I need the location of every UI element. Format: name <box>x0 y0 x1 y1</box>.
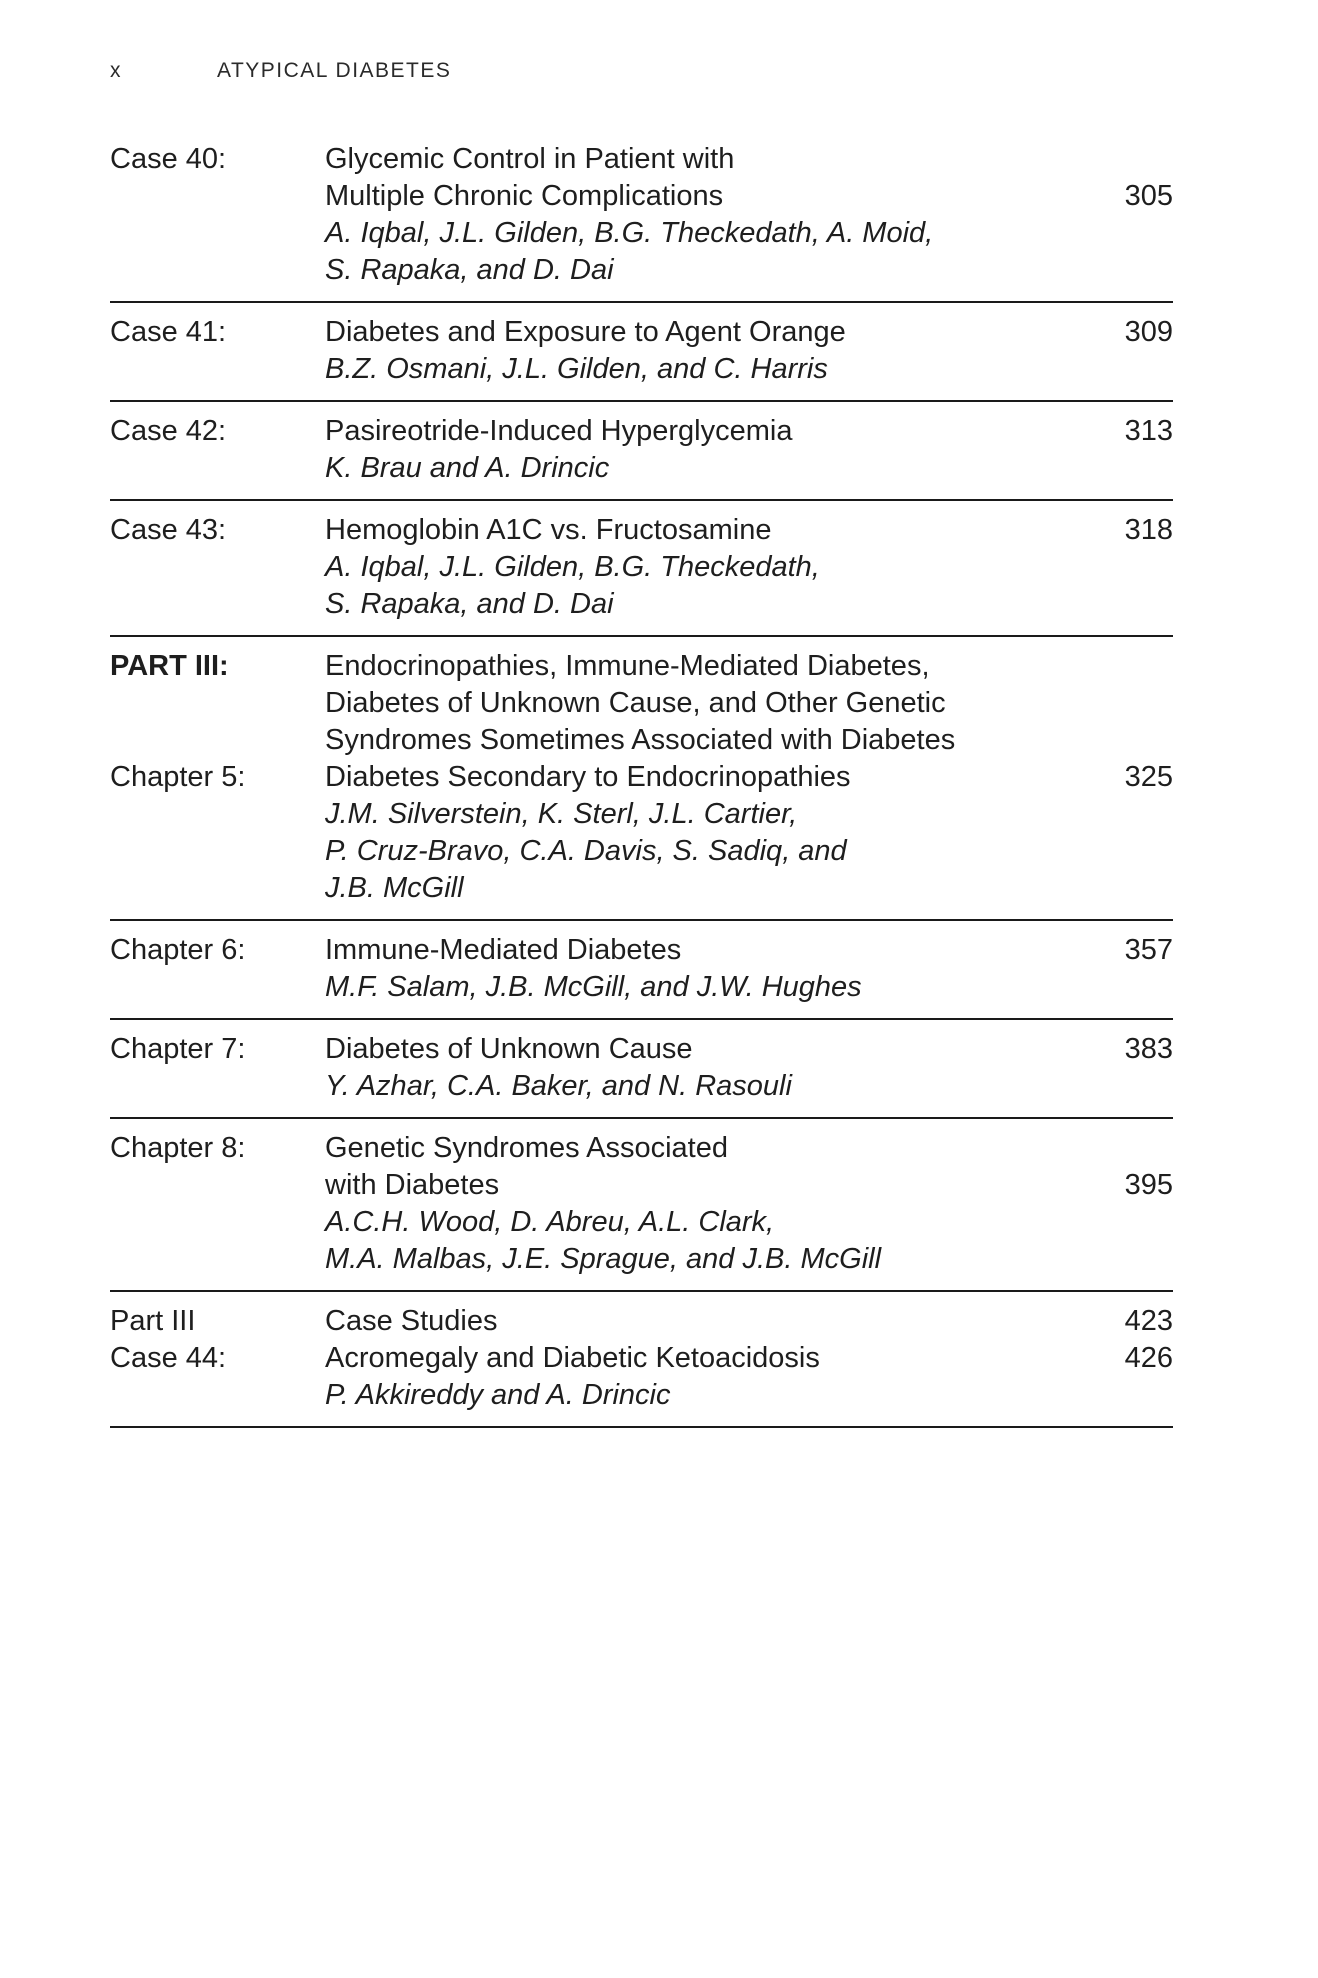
toc-entry <box>110 413 1173 487</box>
entry-authors-line: A. Iqbal, J.L. Gilden, B.G. Theckedath, A. Moid, <box>325 217 934 249</box>
entry-title-line <box>325 1130 1173 1167</box>
entry-title-text: Endocrinopathies, Immune-Mediated Diabetes, <box>325 650 930 682</box>
entry-title-text: Glycemic Control in Patient with <box>325 143 735 175</box>
toc-section-1 <box>110 130 1173 303</box>
entry-title-line <box>325 932 1173 969</box>
entry-title-line <box>325 413 1173 450</box>
entry-authors-line: J.B. McGill <box>325 872 464 904</box>
entry-title-line <box>325 141 1173 178</box>
toc-entry <box>110 141 1173 289</box>
toc-entry <box>110 512 1173 623</box>
entry-title-text: Acromegaly and Diabetic Ketoacidosis <box>325 1342 820 1374</box>
entry-authors-line: P. Cruz-Bravo, C.A. Davis, S. Sadiq, and <box>325 835 847 867</box>
entry-content <box>325 932 1173 1006</box>
toc-section-7 <box>110 1020 1173 1119</box>
entry-page-number: 357 <box>1124 934 1173 966</box>
toc-section-9 <box>110 1292 1173 1428</box>
entry-title-line <box>325 1340 1173 1377</box>
entry-title-text: Multiple Chronic Complications <box>325 180 724 212</box>
entry-title-line <box>325 1303 1173 1340</box>
entry-content <box>325 512 1173 623</box>
entry-page-number: 383 <box>1124 1033 1173 1065</box>
entry-title-text: Diabetes Secondary to Endocrinopathies <box>325 761 851 793</box>
entry-title-text: Hemoglobin A1C vs. Fructosamine <box>325 514 772 546</box>
entry-authors-line: A.C.H. Wood, D. Abreu, A.L. Clark, <box>325 1206 775 1238</box>
entry-content <box>325 648 1173 759</box>
entry-title-line <box>325 759 1173 796</box>
entry-title-text: Diabetes and Exposure to Agent Orange <box>325 316 846 348</box>
toc-entry <box>110 759 1173 907</box>
entry-title-line <box>325 314 1173 351</box>
entry-authors-line: M.F. Salam, J.B. McGill, and J.W. Hughes <box>325 971 862 1003</box>
entry-content <box>325 1340 1173 1414</box>
toc-entry <box>110 932 1173 1006</box>
toc-entry <box>110 1303 1173 1340</box>
entry-title-line <box>325 1031 1173 1068</box>
entry-authors-line: Y. Azhar, C.A. Baker, and N. Rasouli <box>325 1070 792 1102</box>
entry-authors-line: B.Z. Osmani, J.L. Gilden, and C. Harris <box>325 353 828 385</box>
entry-title-text: Immune-Mediated Diabetes <box>325 934 682 966</box>
entry-authors-line: S. Rapaka, and D. Dai <box>325 254 614 286</box>
toc-entry <box>110 1031 1173 1105</box>
entry-label: Chapter 6: <box>110 934 246 966</box>
entry-content <box>325 141 1173 289</box>
toc-section-5 <box>110 637 1173 921</box>
entry-label: Case 41: <box>110 316 227 348</box>
entry-label: Case 44: <box>110 1342 227 1374</box>
entry-title-line <box>325 685 1173 722</box>
entry-authors-line: M.A. Malbas, J.E. Sprague, and J.B. McGill <box>325 1243 882 1275</box>
running-head-title: ATYPICAL DIABETES <box>217 59 452 82</box>
entry-page-number: 423 <box>1124 1305 1173 1337</box>
entry-page-number: 318 <box>1124 514 1173 546</box>
toc <box>110 130 1173 1428</box>
entry-title-text: Diabetes of Unknown Cause, and Other Genetic <box>325 687 946 719</box>
entry-title-text: Genetic Syndromes Associated <box>325 1132 728 1164</box>
entry-page-number: 426 <box>1124 1342 1173 1374</box>
entry-label: Chapter 7: <box>110 1033 246 1065</box>
entry-content <box>325 759 1173 907</box>
entry-page-number: 309 <box>1124 316 1173 348</box>
toc-section-4 <box>110 501 1173 637</box>
entry-title-text: Case Studies <box>325 1305 498 1337</box>
entry-label: Case 43: <box>110 514 227 546</box>
entry-title-line <box>325 648 1173 685</box>
entry-label: Case 40: <box>110 143 227 175</box>
entry-page-number: 305 <box>1124 180 1173 212</box>
toc-entry <box>110 1340 1173 1414</box>
toc-section-3 <box>110 402 1173 501</box>
toc-entry <box>110 648 1173 759</box>
entry-content <box>325 1303 1173 1340</box>
entry-label: Chapter 5: <box>110 761 246 793</box>
entry-label: Part III <box>110 1305 196 1337</box>
toc-section-6 <box>110 921 1173 1020</box>
entry-page-number: 395 <box>1124 1169 1173 1201</box>
entry-title-text: with Diabetes <box>325 1169 500 1201</box>
entry-authors-line: J.M. Silverstein, K. Sterl, J.L. Cartier, <box>325 798 798 830</box>
toc-section-2 <box>110 303 1173 402</box>
entry-title-line <box>325 178 1173 215</box>
entry-label: Case 42: <box>110 415 227 447</box>
entry-authors-line: S. Rapaka, and D. Dai <box>325 588 614 620</box>
entry-authors-line: K. Brau and A. Drincic <box>325 452 610 484</box>
entry-label: PART III: <box>110 650 229 682</box>
running-header <box>110 58 1173 84</box>
entry-title-text: Pasireotride-Induced Hyperglycemia <box>325 415 793 447</box>
entry-page-number: 313 <box>1124 415 1173 447</box>
entry-content <box>325 1031 1173 1105</box>
entry-content <box>325 1130 1173 1278</box>
entry-title-line <box>325 1167 1173 1204</box>
page-folio: x <box>110 59 121 82</box>
entry-content <box>325 314 1173 388</box>
entry-title-line <box>325 722 1173 759</box>
entry-page-number: 325 <box>1124 761 1173 793</box>
entry-label: Chapter 8: <box>110 1132 246 1164</box>
entry-title-text: Syndromes Sometimes Associated with Diabetes <box>325 724 956 756</box>
entry-title-text: Diabetes of Unknown Cause <box>325 1033 693 1065</box>
entry-authors-line: P. Akkireddy and A. Drincic <box>325 1379 671 1411</box>
entry-title-line <box>325 512 1173 549</box>
toc-entry <box>110 314 1173 388</box>
toc-section-8 <box>110 1119 1173 1292</box>
entry-authors-line: A. Iqbal, J.L. Gilden, B.G. Theckedath, <box>325 551 820 583</box>
entry-content <box>325 413 1173 487</box>
toc-entry <box>110 1130 1173 1278</box>
